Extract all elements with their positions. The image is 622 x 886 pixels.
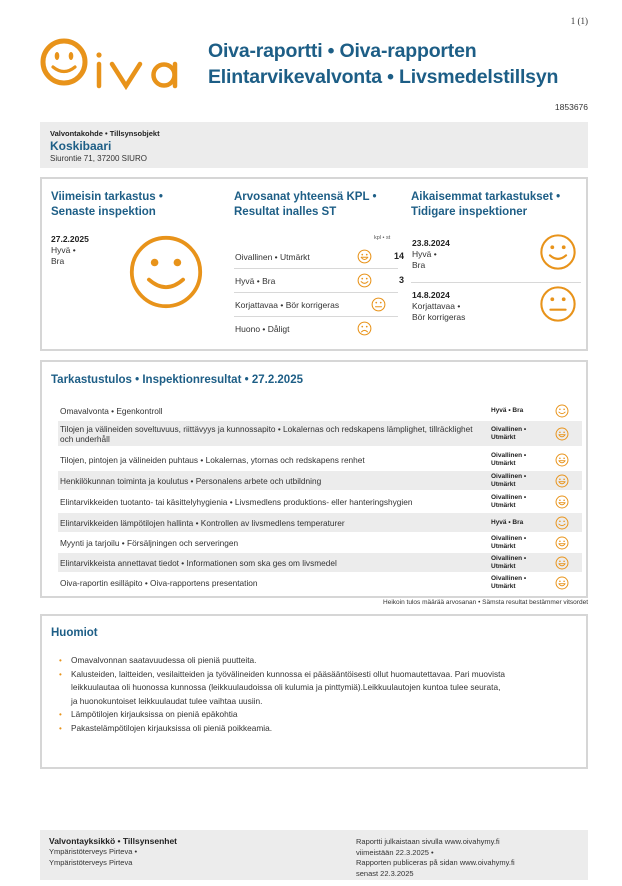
- result-row: [58, 421, 582, 446]
- result-grade-line2: Utmärkt: [491, 480, 516, 488]
- page-number: 1 (1): [570, 16, 588, 26]
- report-title-line1: Oiva-raportti • Oiva-rapporten: [208, 40, 477, 62]
- result-grade-line1: Oivallinen •: [491, 493, 527, 501]
- grade-label: Huono • Dåligt: [235, 324, 290, 334]
- bullet-icon: •: [59, 723, 62, 733]
- smiley-excellent-icon: [555, 453, 569, 467]
- supervision-unit-line2: Ympäristöterveys Pirteva: [49, 857, 133, 867]
- latest-inspection-title-line1: Viimeisin tarkastus •: [51, 191, 163, 203]
- result-label: Elintarvikkeista annettavat tiedot • Informationen som ska ges om livsmedel: [60, 557, 337, 568]
- document-id: 1853676: [554, 102, 588, 112]
- latest-inspection-title: [51, 190, 221, 220]
- supervision-unit-label: Valvontayksikkö • Tillsynsenhet: [49, 836, 178, 846]
- note-item: [59, 668, 584, 709]
- smiley-excellent-icon: [555, 495, 569, 509]
- result-grade-line1: Oivallinen •: [491, 554, 527, 562]
- result-row: [58, 513, 582, 532]
- result-row: [58, 471, 582, 490]
- result-grade-line1: Hyvä • Bra: [491, 406, 524, 414]
- smiley-good-icon: [555, 404, 569, 418]
- supervision-unit-line1: Ympäristöterveys Pirteva •: [49, 847, 138, 856]
- inspection-object-address: Siurontie 71, 37200 SIURO: [50, 154, 147, 163]
- result-row: [58, 553, 582, 572]
- result-grade-line1: Oivallinen •: [491, 574, 527, 582]
- smiley-excellent-icon: [555, 474, 569, 488]
- inspection-results-title: Tarkastustulos • Inspektionresultat • 27.2.2025: [51, 374, 303, 386]
- result-row: [58, 573, 582, 592]
- note-line: ja huonokuntoiset leikkuulaudat tulee vaihtaa uusiin.: [71, 695, 263, 706]
- result-label: Tilojen ja välineiden soveltuvuus, riittävyys ja kunnossapito • Lokalernas och redskapens lämplighet, tillräcklighet och underhåll: [60, 423, 473, 444]
- grade-label: Oivallinen • Utmärkt: [235, 252, 310, 262]
- result-grade-line2: Utmärkt: [491, 433, 516, 441]
- smiley-good-icon: [555, 516, 569, 530]
- smiley-good-icon: [539, 233, 577, 271]
- note-line: leikkuulautaa oli huonossa kunnossa (leikkuulaudoissa oli kulumia ja pinttymiä).Leikkuulautojen kuntoa tulee seurata,: [71, 682, 501, 692]
- publication-sv-line1: Rapporten publiceras på sidan www.oivahymy.fi: [356, 858, 515, 867]
- result-grade-line2: Utmärkt: [491, 562, 516, 570]
- smiley-excellent-icon: [555, 427, 569, 441]
- summary-panel: [40, 177, 588, 351]
- smiley-excellent-icon: [555, 556, 569, 570]
- result-label: Omavalvonta • Egenkontroll: [60, 405, 163, 416]
- result-grade-line1: Oivallinen •: [491, 451, 527, 459]
- bullet-icon: •: [59, 669, 62, 679]
- result-grade: [491, 452, 543, 468]
- note-line: Pakastelämpötilojen kirjauksissa oli pieniä poikkeamia.: [71, 722, 273, 733]
- smiley-excellent-icon: [357, 249, 372, 264]
- result-grade-line1: Oivallinen •: [491, 472, 527, 480]
- note-line: Lämpötilojen kirjauksissa on pieniä epäkohtia: [71, 709, 238, 719]
- result-label: Elintarvikkeiden lämpötilojen hallinta • Kontrollen av livsmedlens temperaturer: [60, 517, 345, 528]
- result-label: Myynti ja tarjoilu • Försäljningen och serveringen: [60, 537, 239, 548]
- result-grade-line1: Oivallinen •: [491, 534, 527, 542]
- report-title: [208, 38, 558, 90]
- previous-inspections-title-line2: Tidigare inspektioner: [411, 206, 528, 218]
- publication-sv-line2: senast 22.3.2025: [356, 868, 414, 878]
- result-label: Tilojen, pintojen ja välineiden puhtaus • Lokalernas, ytornas och redskapens renhet: [60, 454, 365, 465]
- weakest-result-note: Heikoin tulos määrää arvosanan • Sämsta resultat bestämmer vitsordet: [383, 599, 588, 606]
- smiley-excellent-icon: [555, 576, 569, 590]
- previous-inspection-grade-line1: Hyvä •: [412, 249, 437, 259]
- footer: [40, 830, 588, 880]
- grade-row-excellent: [234, 245, 404, 269]
- previous-inspections-title: [411, 190, 586, 220]
- previous-inspection-grade-line2: Bör korrigeras: [412, 312, 466, 322]
- result-row: [58, 450, 582, 469]
- result-row: [58, 533, 582, 552]
- result-grade: [491, 407, 543, 415]
- result-grade-line2: Utmärkt: [491, 542, 516, 550]
- previous-inspection-text: [412, 238, 450, 271]
- result-grade: [491, 519, 543, 527]
- previous-inspection-grade-line2: Bra: [412, 260, 426, 270]
- inspection-results-panel: [40, 360, 588, 598]
- publication-fi-line1: Raportti julkaistaan sivulla www.oivahymy.fi: [356, 837, 500, 846]
- grade-label: Korjattavaa • Bör korrigeras: [235, 300, 340, 310]
- previous-inspections-title-line1: Aikaisemmat tarkastukset •: [411, 191, 561, 203]
- note-line: Omavalvonnan saatavuudessa oli pieniä puutteita.: [71, 655, 257, 665]
- result-grade: [491, 555, 543, 571]
- result-row: [58, 401, 582, 420]
- publication-info: [356, 837, 581, 879]
- result-row: [58, 492, 582, 511]
- smiley-excellent-icon: [555, 536, 569, 550]
- note-item: [59, 722, 584, 736]
- result-grade-line2: Utmärkt: [491, 459, 516, 467]
- result-label: Henkilökunnan toiminta ja koulutus • Personalens arbete och utbildning: [60, 475, 322, 486]
- previous-inspection-grade-line1: Korjattavaa •: [412, 301, 461, 311]
- grades-total-title: [234, 190, 404, 220]
- previous-inspection-item: [411, 285, 581, 335]
- result-grade-line1: Hyvä • Bra: [491, 518, 524, 526]
- grade-row-good: [234, 269, 404, 293]
- notes-list: [59, 654, 584, 735]
- result-grade: [491, 494, 543, 510]
- latest-inspection-date: 27.2.2025: [51, 234, 89, 244]
- note-item: [59, 654, 584, 668]
- inspection-object-label: Valvontakohde • Tillsynsobjekt: [50, 129, 160, 138]
- publication-fi-line2: viimeistään 22.3.2025 •: [356, 847, 434, 857]
- latest-inspection-grade-line2: Bra: [51, 256, 65, 266]
- previous-inspection-date: 14.8.2024: [412, 290, 450, 300]
- notes-panel: [40, 614, 588, 769]
- grade-count: 3: [398, 275, 404, 285]
- grade-label: Hyvä • Bra: [235, 276, 276, 286]
- result-grade: [491, 575, 543, 591]
- previous-inspection-date: 23.8.2024: [412, 238, 450, 248]
- grades-total-title-line2: Resultat inalles ST: [234, 206, 337, 218]
- smiley-neutral-icon: [371, 297, 386, 312]
- previous-inspection-text: [412, 290, 465, 323]
- latest-inspection-grade-line1: Hyvä •: [51, 245, 76, 255]
- bullet-icon: •: [59, 656, 62, 665]
- result-grade-line1: Oivallinen •: [491, 425, 527, 433]
- result-grade-line2: Utmärkt: [491, 582, 516, 590]
- report-title-line2: Elintarvikevalvonta • Livsmedelstillsyn: [208, 66, 559, 88]
- previous-inspection-item: [411, 233, 581, 283]
- smiley-good-icon: [128, 234, 204, 310]
- result-grade: [491, 473, 543, 489]
- grade-row-needs-correction: [234, 293, 398, 317]
- result-label: Elintarvikkeiden tuotanto- tai käsittelyhygienia • Livsmedlens produktions- eller hanteringshygien: [60, 496, 413, 507]
- smiley-good-icon: [357, 273, 372, 288]
- result-grade: [491, 535, 543, 551]
- oiva-logo: [40, 34, 192, 90]
- note-line: Kalusteiden, laitteiden, vesilaitteiden ja työvälineiden kunnossa ei pääsääntöisesti ollut huomautettavaa. Pari muovista: [71, 668, 506, 679]
- supervision-unit: [49, 835, 177, 868]
- inspection-object-panel: [40, 122, 588, 168]
- latest-inspection-title-line2: Senaste inspektion: [51, 206, 156, 218]
- result-label: Oiva-raportin esilläpito • Oiva-rapportens presentation: [60, 577, 258, 588]
- grade-row-poor: [234, 317, 398, 341]
- bullet-icon: •: [59, 710, 62, 719]
- inspection-object-name: Koskibaari: [50, 139, 112, 153]
- count-unit-label: kpl • st: [374, 235, 391, 241]
- smiley-sad-icon: [357, 321, 372, 336]
- grade-count: 14: [393, 251, 404, 261]
- smiley-neutral-icon: [539, 285, 577, 323]
- result-grade-line2: Utmärkt: [491, 501, 516, 509]
- note-item: [59, 708, 584, 722]
- latest-inspection-details: [51, 234, 89, 267]
- notes-title: Huomiot: [51, 627, 98, 639]
- result-grade: [491, 426, 543, 442]
- grades-total-title-line1: Arvosanat yhteensä KPL •: [234, 191, 377, 203]
